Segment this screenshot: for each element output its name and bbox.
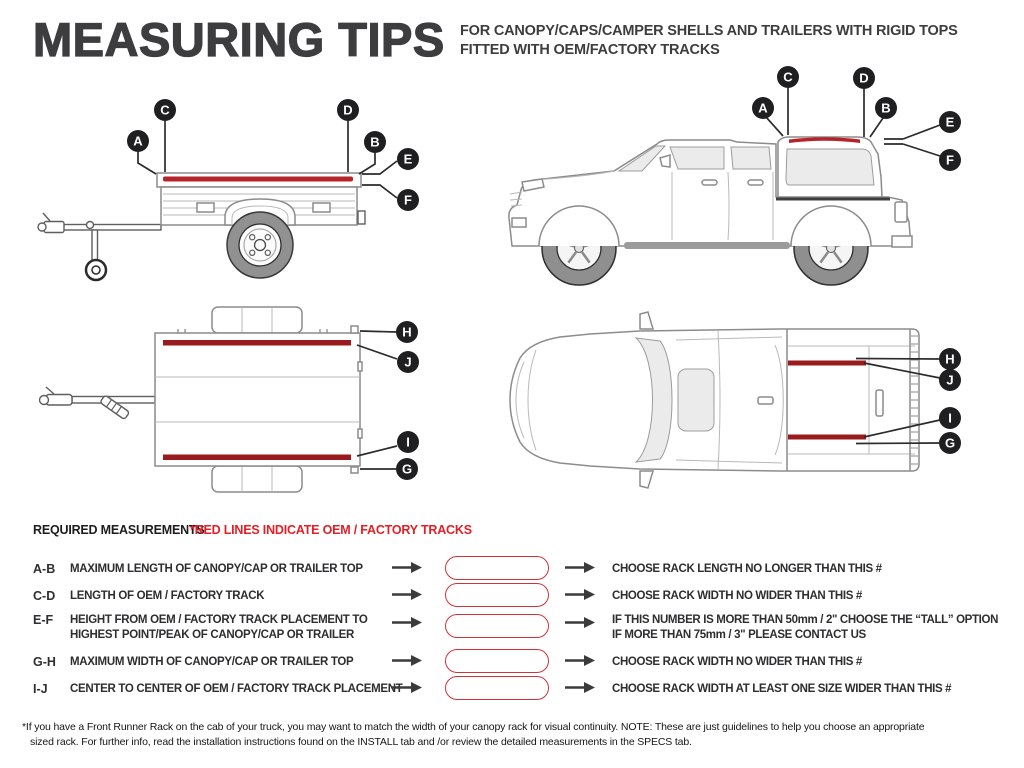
callout-d (337, 99, 359, 121)
measurement-value-box (445, 614, 549, 638)
required-measurements-title: REQUIRED MEASUREMENTS (33, 523, 205, 537)
callout-h (939, 348, 961, 370)
callout-c (154, 99, 176, 121)
arrow-right-icon (565, 562, 595, 573)
svg-text:H: H (945, 351, 955, 367)
trailer-wheel (225, 199, 295, 278)
svg-text:B: B (370, 134, 380, 150)
running-board (624, 242, 790, 249)
measurement-id: I-J (33, 682, 48, 696)
measurement-description: MAXIMUM WIDTH OF CANOPY/CAP OR TRAILER TOP (70, 656, 354, 668)
arrow-right-icon (565, 655, 595, 666)
svg-text:I: I (406, 434, 410, 450)
measurement-value-box (445, 583, 549, 607)
callout-f (939, 149, 961, 171)
callout-e (939, 111, 961, 133)
callout-b (364, 131, 386, 153)
trailer-body (155, 326, 362, 473)
oem-track-red-line (788, 435, 866, 440)
callout-c (777, 66, 799, 88)
svg-text:C: C (783, 69, 793, 85)
svg-text:G: G (944, 435, 956, 451)
footnote-line-1: *If you have a Front Runner Rack on the cab of your truck, you may want to match the width of your canopy rack for visual continuity. NOTE: These are just guidelines to help you choose an appropriate (22, 721, 925, 733)
oem-track-red-line (163, 177, 353, 182)
trailer-top-view-diagram (20, 300, 440, 500)
taillight (895, 202, 907, 222)
side-mirror (660, 155, 670, 167)
truck-body-top (510, 312, 919, 488)
measurement-row-ef (0, 613, 1024, 645)
arrow-right-icon (565, 589, 595, 600)
measurement-description: MAXIMUM LENGTH OF CANOPY/CAP OR TRAILER TOP (70, 563, 363, 575)
callout-b (875, 97, 897, 119)
measurement-description: LENGTH OF OEM / FACTORY TRACK (70, 590, 265, 602)
svg-text:F: F (404, 192, 412, 208)
page-title: MEASURING TIPS (33, 13, 445, 66)
svg-text:E: E (945, 114, 955, 130)
measurement-id: A-B (33, 562, 56, 576)
arrow-right-icon (392, 682, 422, 693)
arrow-right-icon (565, 617, 595, 628)
oem-track-red-line (163, 340, 351, 346)
svg-text:A: A (133, 133, 143, 149)
measurement-guideline: CHOOSE RACK WIDTH NO WIDER THAN THIS # (612, 590, 862, 602)
callout-g (396, 458, 418, 480)
svg-text:F: F (946, 152, 954, 168)
measurement-guideline: CHOOSE RACK WIDTH AT LEAST ONE SIZE WIDER THAN THIS # (612, 683, 952, 695)
side-mirror (640, 471, 653, 488)
callout-j (939, 369, 961, 391)
svg-text:J: J (946, 372, 954, 388)
truck-side-view-diagram (490, 60, 1010, 300)
oem-track-red-line (163, 455, 351, 461)
measurement-value-box (445, 649, 549, 673)
measurement-description: HEIGHT FROM OEM / FACTORY TRACK PLACEMENT TO HIGHEST POINT/PEAK OF CANOPY/CAP OR TRAILER (70, 614, 368, 641)
truck-top-view-diagram (490, 300, 1010, 500)
svg-text:A: A (758, 100, 768, 116)
callout-i (939, 407, 961, 429)
footnote-line-2: sized rack. For further info, read the installation instructions found on the INSTALL tab and /or review the detailed measurements in the SPECS tab. (30, 735, 692, 748)
measurement-guideline: IF THIS NUMBER IS MORE THAN 50mm / 2" CHOOSE THE “TALL” OPTION IF MORE THAN 75mm / 3" PLEASE CONTACT US (612, 614, 999, 641)
measurement-value-box (445, 676, 549, 700)
arrow-right-icon (565, 682, 595, 693)
callout-e (397, 148, 419, 170)
callout-i (397, 431, 419, 453)
svg-text:G: G (401, 461, 413, 477)
callout-f (397, 189, 419, 211)
measurement-id: C-D (33, 589, 56, 603)
svg-text:J: J (404, 354, 412, 370)
trailer-side-view-diagram (20, 85, 440, 300)
svg-text:D: D (859, 70, 869, 86)
measurement-id: E-F (33, 613, 54, 627)
footnote (22, 720, 1022, 749)
callout-a (752, 97, 774, 119)
svg-text:B: B (881, 100, 891, 116)
side-mirror (640, 312, 653, 329)
svg-text:H: H (402, 324, 412, 340)
callout-j (397, 351, 419, 373)
trailer-drawbar (40, 387, 156, 420)
sunroof (678, 369, 714, 431)
oem-track-red-line (788, 361, 866, 366)
subtitle-line-1: FOR CANOPY/CAPS/CAMPER SHELLS AND TRAILERS WITH RIGID TOPS (460, 23, 958, 39)
measurement-description: CENTER TO CENTER OF OEM / FACTORY TRACK PLACEMENT (70, 683, 403, 695)
callout-g (939, 432, 961, 454)
measurement-guideline: CHOOSE RACK LENGTH NO LONGER THAN THIS # (612, 563, 882, 575)
callout-d (853, 67, 875, 89)
arrow-right-icon (392, 562, 422, 573)
measurement-guideline: CHOOSE RACK WIDTH NO WIDER THAN THIS # (612, 656, 862, 668)
measurement-value-box (445, 556, 549, 580)
arrow-right-icon (392, 589, 422, 600)
arrow-right-icon (392, 617, 422, 628)
arrow-right-icon (392, 655, 422, 666)
svg-text:I: I (948, 410, 952, 426)
page-subtitle (460, 22, 958, 59)
svg-text:D: D (343, 102, 353, 118)
trailer-drawbar (38, 213, 161, 233)
subtitle-line-2: FITTED WITH OEM/FACTORY TRACKS (460, 41, 720, 58)
callout-a (127, 130, 149, 152)
measurement-row-ij (0, 682, 1024, 714)
measurement-id: G-H (33, 655, 56, 669)
callout-h (396, 321, 418, 343)
truck-canopy (776, 137, 890, 199)
svg-text:C: C (160, 102, 170, 118)
svg-text:E: E (403, 151, 413, 167)
red-lines-note: *RED LINES INDICATE OEM / FACTORY TRACKS (190, 523, 472, 537)
